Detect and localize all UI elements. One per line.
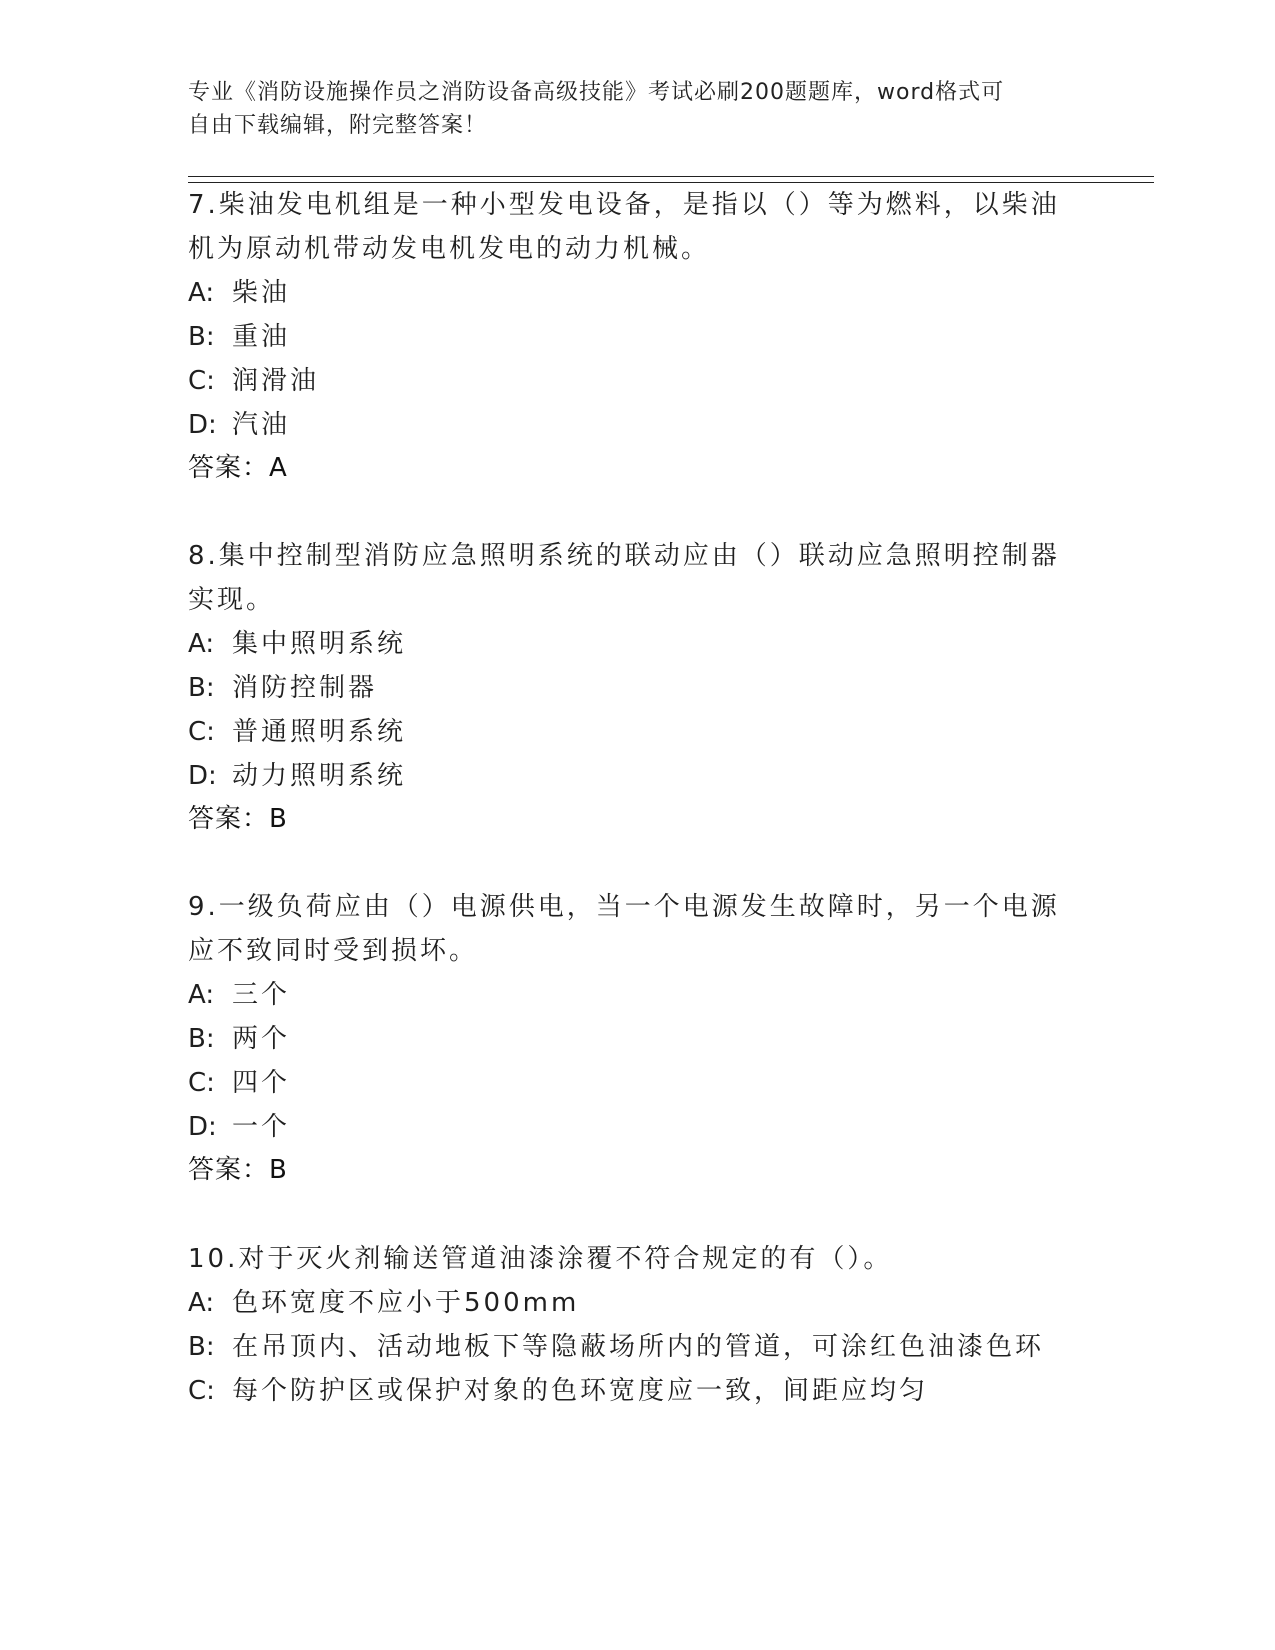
option-b [188, 1023, 290, 1055]
option-letter: C: [188, 366, 215, 396]
question-stem-line-1: 8.集中控制型消防应急照明系统的联动应由（）联动应急照明控制器 [188, 541, 1060, 571]
header-line-2: 自由下载编辑，附完整答案！ [188, 113, 488, 138]
option-a [188, 277, 290, 309]
option-c [188, 1375, 928, 1407]
option-letter: D: [188, 761, 217, 791]
option-text: 汽油 [232, 410, 291, 440]
option-b [188, 321, 290, 353]
option-text: 消防控制器 [232, 673, 378, 703]
option-letter: B: [188, 673, 215, 703]
option-text: 两个 [232, 1024, 291, 1054]
question-stem-line-1: 10.对于灭火剂输送管道油漆涂覆不符合规定的有（）。 [188, 1244, 893, 1274]
question-stem-line-2: 机为原动机带动发电机发电的动力机械。 [188, 234, 711, 264]
question-stem-line-2: 应不致同时受到损坏。 [188, 936, 479, 966]
option-text: 动力照明系统 [232, 761, 407, 791]
option-text: 在吊顶内、活动地板下等隐蔽场所内的管道，可涂红色油漆色环 [232, 1332, 1045, 1362]
option-text: 润滑油 [232, 366, 320, 396]
option-c [188, 716, 406, 748]
option-letter: D: [188, 410, 217, 440]
question-stem-line-1: 9.一级负荷应由（）电源供电，当一个电源发生故障时，另一个电源 [188, 892, 1060, 922]
answer-line: 答案：A [188, 453, 288, 483]
option-d [188, 1111, 290, 1143]
option-letter: B: [188, 1024, 215, 1054]
option-a [188, 979, 290, 1011]
option-letter: A: [188, 980, 215, 1010]
option-text: 集中照明系统 [232, 629, 407, 659]
option-c [188, 365, 319, 397]
option-c [188, 1067, 290, 1099]
option-text: 重油 [232, 322, 291, 352]
option-text: 四个 [232, 1068, 291, 1098]
document-header [188, 76, 1088, 142]
option-text: 一个 [232, 1112, 291, 1142]
option-d [188, 760, 406, 792]
option-a [188, 628, 406, 660]
option-text: 普通照明系统 [232, 717, 407, 747]
option-text: 色环宽度不应小于500mm [232, 1288, 580, 1318]
option-letter: C: [188, 1068, 215, 1098]
option-text: 柴油 [232, 278, 291, 308]
answer-line: 答案：B [188, 1155, 288, 1185]
option-letter: A: [188, 629, 215, 659]
option-text: 每个防护区或保护对象的色环宽度应一致，间距应均匀 [232, 1376, 929, 1406]
question-stem-line-2: 实现。 [188, 585, 276, 615]
header-line-1: 专业《消防设施操作员之消防设备高级技能》考试必刷200题题库，word格式可 [188, 80, 1005, 105]
option-letter: A: [188, 278, 215, 308]
header-divider-top [188, 176, 1154, 177]
option-d [188, 409, 290, 441]
option-letter: D: [188, 1112, 217, 1142]
option-letter: B: [188, 1332, 215, 1362]
question-stem-line-1: 7.柴油发电机组是一种小型发电设备，是指以（）等为燃料，以柴油 [188, 190, 1060, 220]
option-letter: C: [188, 1376, 215, 1406]
header-divider-bottom [188, 182, 1154, 183]
option-text: 三个 [232, 980, 291, 1010]
option-b [188, 672, 377, 704]
option-letter: A: [188, 1288, 215, 1318]
answer-line: 答案：B [188, 804, 288, 834]
option-letter: B: [188, 322, 215, 352]
option-b [188, 1331, 1044, 1363]
option-a [188, 1287, 579, 1319]
option-letter: C: [188, 717, 215, 747]
